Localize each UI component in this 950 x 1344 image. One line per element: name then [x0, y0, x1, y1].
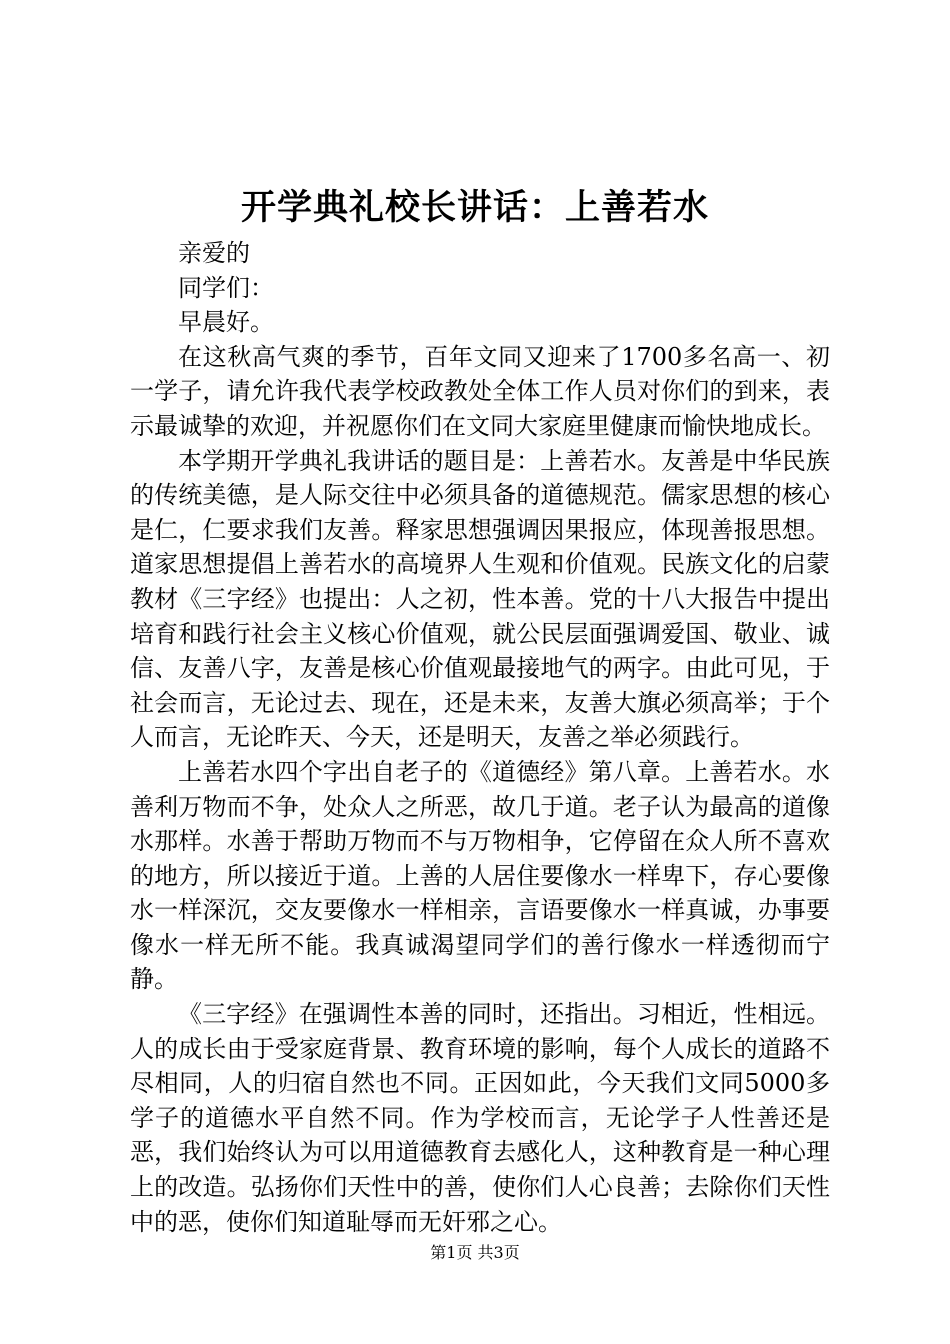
paragraph-daodejing: 上善若水四个字出自老子的《道德经》第八章。上善若水。水善利万物而不争，处众人之所恶，故几于道。老子认为最高的道像水那样。水善于帮助万物而不与万物相争，它停留在众人所不喜欢的地方，所以接近于道。上善的人居住要像水一样卑下，存心要像水一样深沉，交友要像水一样相亲，言语要像水一样真诚，办事要像水一样无所不能。我真诚渴望同学们的善行像水一样透彻而宁静。 [130, 757, 830, 994]
greeting-line: 早晨好。 [178, 308, 274, 337]
salutation-line-2: 同学们： [178, 273, 274, 302]
document-body [130, 236, 830, 1239]
paragraph-topic: 本学期开学典礼我讲话的题目是：上善若水。友善是中华民族的传统美德，是人际交往中必须具备的道德规范。儒家思想的核心是仁，仁要求我们友善。释家思想强调因果报应，体现善报思想。道家思想提倡上善若水的高境界人生观和价值观。民族文化的启蒙教材《三字经》也提出：人之初，性本善。党的十八大报告中提出培育和践行社会主义核心价值观，就公民层面强调爱国、敬业、诚信、友善八字，友善是核心价值观最接地气的两字。由此可见，于社会而言，无论过去、现在，还是未来，友善大旗必须高举；于个人而言，无论昨天、今天，还是明天，友善之举必须践行。 [130, 446, 830, 752]
salutation-line-1: 亲爱的 [178, 239, 250, 267]
paragraph-welcome: 在这秋高气爽的季节，百年文同又迎来了1700多名高一、初一学子，请允许我代表学校政教处全体工作人员对你们的到来，表示最诚挚的欢迎，并祝愿你们在文同大家庭里健康而愉快地成长。 [130, 342, 830, 440]
document-title: 开学典礼校长讲话：上善若水 [240, 187, 709, 228]
paragraph-sanzijing: 《三字经》在强调性本善的同时，还指出。习相近，性相远。人的成长由于受家庭背景、教育环境的影响，每个人成长的道路不尽相同，人的归宿自然也不同。正因如此，今天我们文同5000多学子的道德水平自然不同。作为学校而言，无论学子人性善还是恶，我们始终认为可以用道德教育去感化人，这种教育是一种心理上的改造。弘扬你们天性中的善，使你们人心良善；去除你们天性中的恶，使你们知道耻辱而无奸邪之心。 [130, 1000, 830, 1236]
page-number-footer: 第1页 共3页 [430, 1243, 520, 1262]
